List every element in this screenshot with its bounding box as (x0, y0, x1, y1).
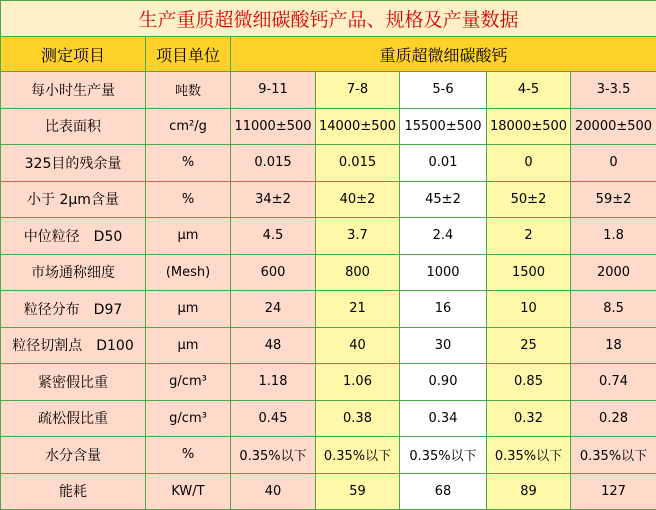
row-unit: (Mesh) (146, 254, 231, 291)
row-unit: μm (146, 218, 231, 255)
value-cell: 1.8 (571, 218, 656, 255)
row-label: 325目的残余量 (1, 145, 146, 182)
value-cell: 0.35%以下 (487, 437, 571, 474)
value-cell: 0.28 (571, 400, 656, 437)
value-cell: 0.35%以下 (316, 437, 400, 474)
value-cell: 16 (400, 291, 487, 328)
row-label: 能耗 (1, 473, 146, 510)
header-product: 重质超微细碳酸钙 (231, 37, 656, 72)
row-label: 粒径分布 D97 (1, 291, 146, 328)
row-label: 比表面积 (1, 108, 146, 145)
row-label: 紧密假比重 (1, 364, 146, 401)
value-cell: 2000 (571, 254, 656, 291)
value-cell: 34±2 (231, 181, 316, 218)
row-unit: g/cm³ (146, 364, 231, 401)
value-cell: 800 (316, 254, 400, 291)
value-cell: 0.01 (400, 145, 487, 182)
row-label: 市场通称细度 (1, 254, 146, 291)
table-row (1, 72, 656, 109)
value-cell: 15500±500 (400, 108, 487, 145)
value-cell: 4-5 (487, 72, 571, 109)
header-unit: 项目单位 (146, 37, 231, 72)
table-row (1, 145, 656, 182)
value-cell: 40 (231, 473, 316, 510)
value-cell: 1.06 (316, 364, 400, 401)
table-row (1, 437, 656, 474)
value-cell: 30 (400, 327, 487, 364)
row-label: 粒径切割点 D100 (1, 327, 146, 364)
table-row (1, 473, 656, 510)
value-cell: 24 (231, 291, 316, 328)
value-cell: 48 (231, 327, 316, 364)
value-cell: 1.18 (231, 364, 316, 401)
header-item: 测定项目 (1, 37, 146, 72)
value-cell: 0.74 (571, 364, 656, 401)
table-row (1, 364, 656, 401)
table-row (1, 327, 656, 364)
row-unit: μm (146, 291, 231, 328)
value-cell: 1500 (487, 254, 571, 291)
value-cell: 20000±500 (571, 108, 656, 145)
table-row (1, 218, 656, 255)
row-label: 小于 2μm含量 (1, 181, 146, 218)
value-cell: 0.32 (487, 400, 571, 437)
value-cell: 3-3.5 (571, 72, 656, 109)
row-label: 水分含量 (1, 437, 146, 474)
row-label: 疏松假比重 (1, 400, 146, 437)
value-cell: 600 (231, 254, 316, 291)
table-title: 生产重质超微细碳酸钙产品、规格及产量数据 (1, 1, 656, 37)
value-cell: 0.35%以下 (571, 437, 656, 474)
value-cell: 0.45 (231, 400, 316, 437)
table-row (1, 108, 656, 145)
row-label: 每小时生产量 (1, 72, 146, 109)
value-cell: 0.38 (316, 400, 400, 437)
value-cell: 11000±500 (231, 108, 316, 145)
table-row (1, 181, 656, 218)
value-cell: 7-8 (316, 72, 400, 109)
value-cell: 59 (316, 473, 400, 510)
value-cell: 2 (487, 218, 571, 255)
value-cell: 1000 (400, 254, 487, 291)
value-cell: 0 (487, 145, 571, 182)
value-cell: 8.5 (571, 291, 656, 328)
value-cell: 21 (316, 291, 400, 328)
row-unit: KW/T (146, 473, 231, 510)
value-cell: 40±2 (316, 181, 400, 218)
row-unit: g/cm³ (146, 400, 231, 437)
value-cell: 4.5 (231, 218, 316, 255)
table-row (1, 291, 656, 328)
value-cell: 18000±500 (487, 108, 571, 145)
value-cell: 0 (571, 145, 656, 182)
value-cell: 0.35%以下 (400, 437, 487, 474)
row-label: 中位粒径 D50 (1, 218, 146, 255)
value-cell: 0.35%以下 (231, 437, 316, 474)
row-unit: 吨数 (146, 72, 231, 109)
value-cell: 0.015 (316, 145, 400, 182)
value-cell: 40 (316, 327, 400, 364)
value-cell: 5-6 (400, 72, 487, 109)
table-row (1, 254, 656, 291)
value-cell: 0.015 (231, 145, 316, 182)
value-cell: 59±2 (571, 181, 656, 218)
row-unit: % (146, 145, 231, 182)
value-cell: 2.4 (400, 218, 487, 255)
value-cell: 14000±500 (316, 108, 400, 145)
value-cell: 25 (487, 327, 571, 364)
value-cell: 0.85 (487, 364, 571, 401)
value-cell: 9-11 (231, 72, 316, 109)
value-cell: 0.34 (400, 400, 487, 437)
value-cell: 10 (487, 291, 571, 328)
row-unit: μm (146, 327, 231, 364)
row-unit: % (146, 181, 231, 218)
value-cell: 3.7 (316, 218, 400, 255)
value-cell: 50±2 (487, 181, 571, 218)
row-unit: % (146, 437, 231, 474)
table-row (1, 400, 656, 437)
value-cell: 68 (400, 473, 487, 510)
value-cell: 45±2 (400, 181, 487, 218)
value-cell: 89 (487, 473, 571, 510)
value-cell: 0.90 (400, 364, 487, 401)
value-cell: 18 (571, 327, 656, 364)
value-cell: 127 (571, 473, 656, 510)
row-unit: cm²/g (146, 108, 231, 145)
